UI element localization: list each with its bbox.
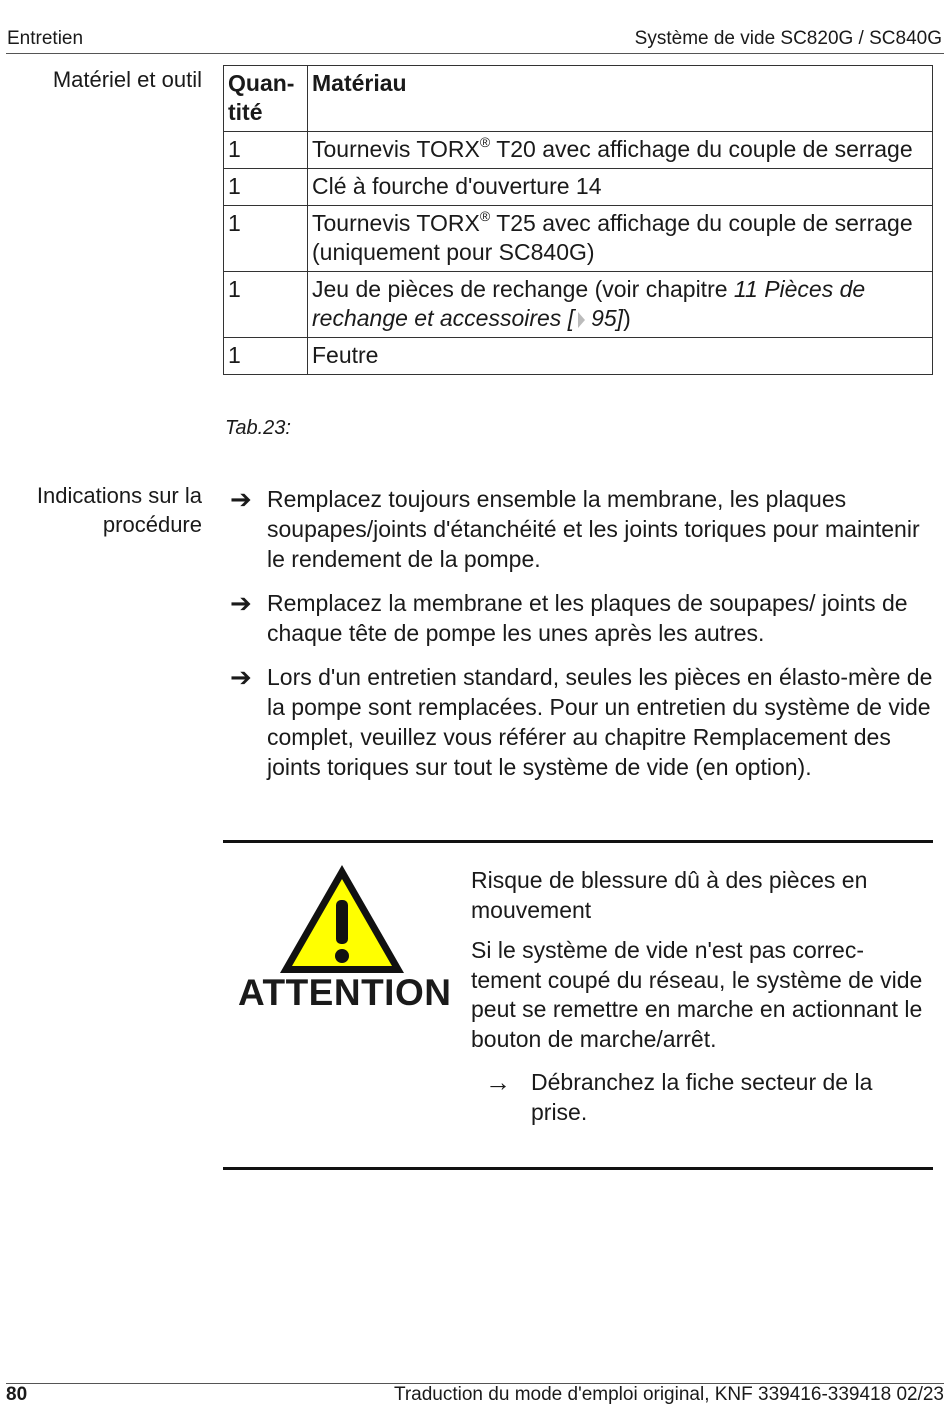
quantity-cell: 1 [224, 272, 308, 338]
table-row [224, 338, 933, 375]
material-cell: Jeu de pièces de rechange (voir chapitre 11 Pièces de rechange et accessoires [ 95]) [308, 272, 933, 338]
signal-word: ATTENTION [238, 972, 452, 1013]
right-arrow-icon: ➔ [230, 662, 252, 692]
chapter-reference-link[interactable]: 11 Pièces de rechange et accessoires [ 95] [312, 276, 866, 331]
table-caption: Tab.23: [225, 417, 291, 439]
table-row [224, 206, 933, 272]
material-cell: Feutre [308, 338, 933, 375]
warning-top-rule [223, 840, 933, 843]
table-row [224, 272, 933, 338]
right-arrow-icon: ➔ [230, 588, 252, 618]
header-product: Système de vide SC820G / SC840G [634, 28, 942, 49]
material-cell: Tournevis TORX® T20 avec affichage du couple de serrage [308, 132, 933, 169]
footer-document-reference: Traduction du mode d'emploi original, KNF 339416-339418 02/23 [393, 1384, 944, 1405]
materials-table [223, 65, 933, 375]
list-item: ➔ Remplacez toujours ensemble la membrane, les plaques soupapes/joints d'étanchéité et les joints toriques pour maintenir le rendement de la pompe. [230, 484, 920, 572]
warning-body: Si le système de vide n'est pas correc-tement coupé du réseau, le système de vide peut se remettre en marche en actionnant le bouton de marche/arrêt. [471, 937, 923, 1052]
right-arrow-icon: ➔ [230, 484, 252, 514]
list-item: ➔ Remplacez la membrane et les plaques de soupapes/ joints de chaque tête de pompe les unes après les autres. [230, 588, 908, 646]
material-cell: Tournevis TORX® T25 avec affichage du couple de serrage (uniquement pour SC840G) [308, 206, 933, 272]
warning-text [471, 866, 931, 1127]
list-item: ➔ Lors d'un entretien standard, seules les pièces en élasto-mère de la pompe sont remplacées. Pour un entretien du système de vide complet, veuillez vous référer au chapitre Remplacement des joints toriques sur tout le système de vide (en option). [230, 662, 933, 780]
header-section: Entretien [7, 28, 84, 49]
material-cell: Clé à fourche d'ouverture 14 [308, 169, 933, 206]
warning-triangle-icon [277, 862, 407, 977]
warning-bottom-rule [223, 1167, 933, 1170]
table-row [224, 132, 933, 169]
page-number: 80 [6, 1384, 28, 1405]
warning-action: → Débranchez la fiche secteur de la prise. [485, 1067, 873, 1125]
column-header-material: Matériau [308, 66, 933, 132]
table-row [224, 169, 933, 206]
procedure-list [230, 484, 940, 796]
header-divider [6, 53, 944, 54]
reference-arrow-icon [578, 312, 585, 328]
quantity-cell: 1 [224, 132, 308, 169]
procedure-side-label: Indications sur la procédure [36, 483, 202, 537]
column-header-quantity: Quan- tité [224, 66, 308, 132]
right-arrow-icon: → [485, 1067, 511, 1097]
quantity-cell: 1 [224, 169, 308, 206]
warning-title: Risque de blessure dû à des pièces en mouvement [471, 867, 868, 923]
materials-side-label: Matériel et outil [52, 67, 202, 92]
quantity-cell: 1 [224, 206, 308, 272]
quantity-cell: 1 [224, 338, 308, 375]
table-header-row [224, 66, 933, 132]
